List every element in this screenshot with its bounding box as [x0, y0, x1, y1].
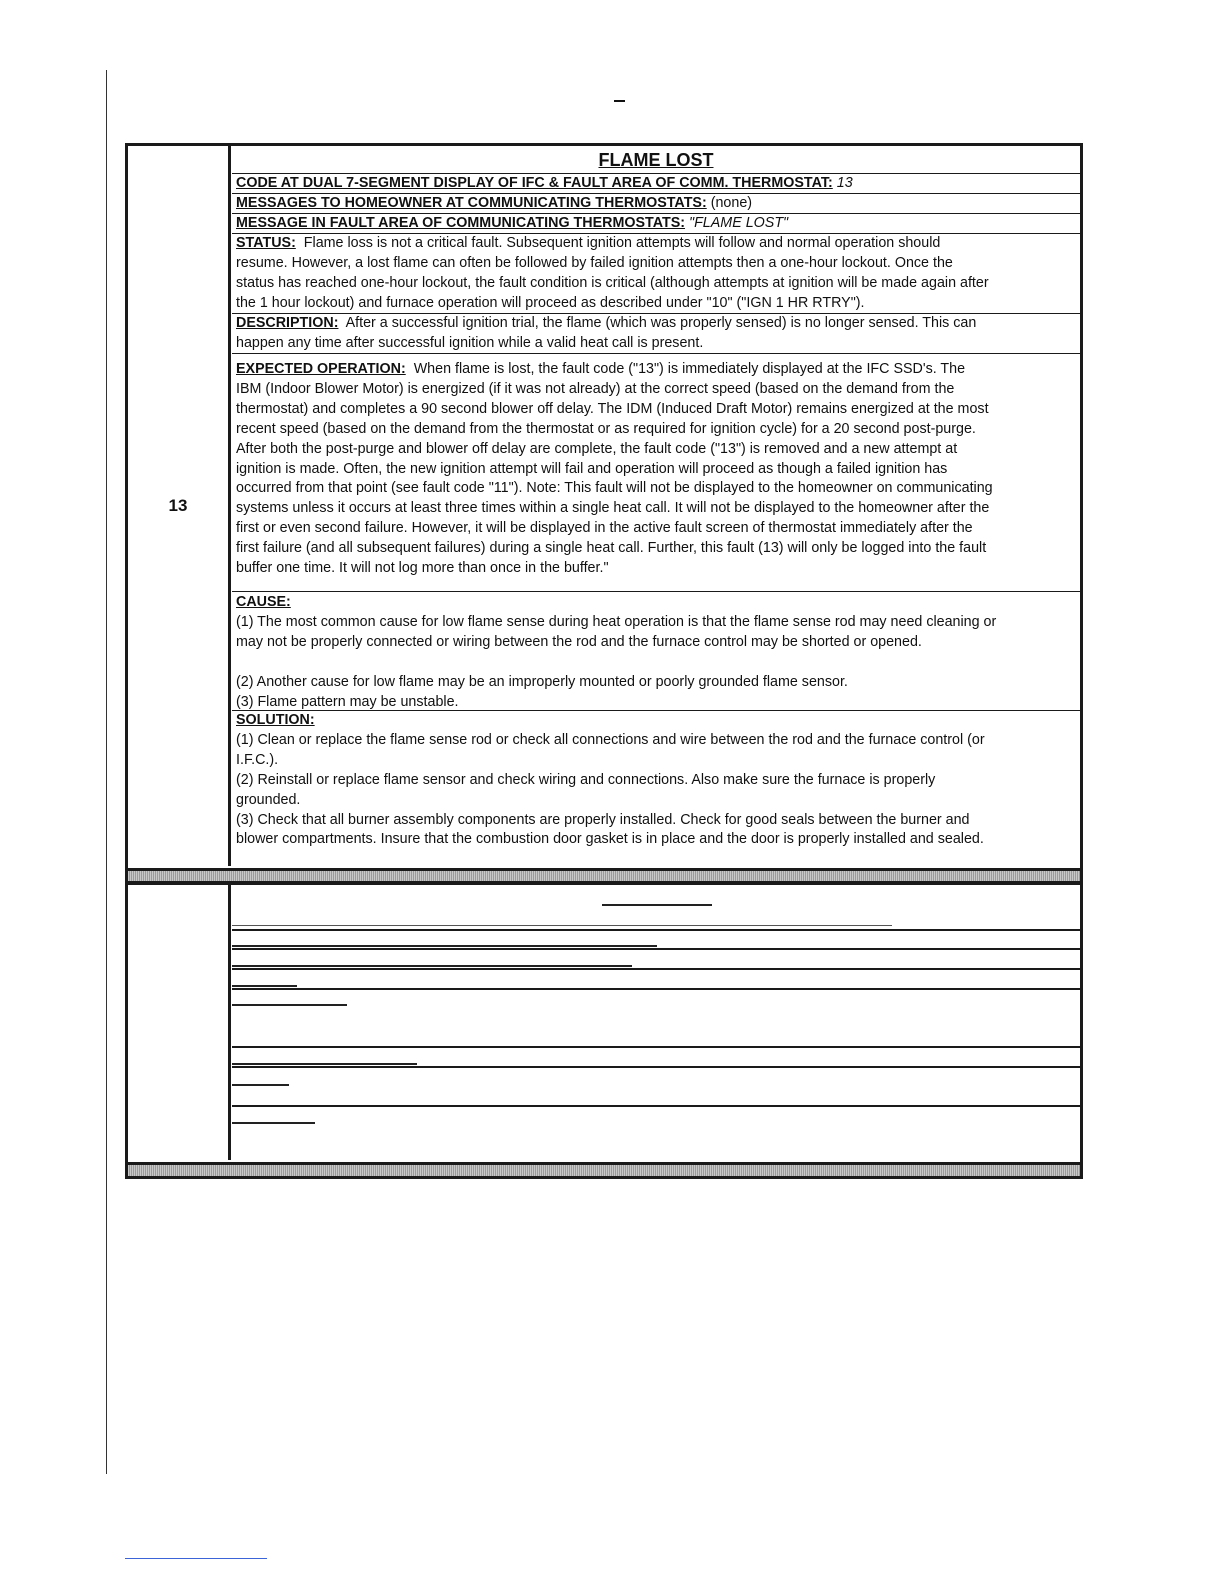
status-line: Flame loss is not a critical fault. Subsequent ignition attempts will follow and normal operation should — [303, 235, 941, 251]
status-label: STATUS: — [236, 235, 296, 251]
solution-line: (1) Clean or replace the flame sense rod or check all connections and wire between the rod and the furnace control (or — [236, 731, 985, 748]
expected-operation-line: thermostat) and completes a 90 second blower off delay. The IDM (Induced Draft Motor) remains energized at the most — [236, 400, 989, 417]
status-line: the 1 hour lockout) and furnace operation will proceed as described under "10" ("IGN 1 HR RTRY"). — [236, 294, 865, 311]
blank-title-underline — [602, 904, 712, 906]
table-bottom-band — [128, 868, 1080, 882]
expected-operation-label: EXPECTED OPERATION: — [236, 361, 406, 377]
row-divider — [232, 1066, 1080, 1068]
expected-operation-line: occurred from that point (see fault code "11"). Note: This fault will not be displayed to the homeowner on communicating — [236, 480, 993, 497]
blank-fault-table — [125, 881, 1083, 1179]
fault-code-column — [128, 146, 231, 866]
fault-area-message-row — [232, 214, 1080, 234]
row-divider — [232, 929, 1080, 931]
solution-label: SOLUTION: — [236, 712, 315, 728]
blank-code-column — [128, 884, 231, 1160]
fault-details — [232, 146, 1080, 866]
description-label: DESCRIPTION: — [236, 315, 339, 331]
row-divider — [232, 988, 1080, 990]
solution-line: grounded. — [236, 791, 301, 808]
expected-operation-line: IBM (Indoor Blower Motor) is energized (if it was not already) at the correct speed (based on the demand from the — [236, 380, 955, 397]
solution-line: I.F.C.). — [236, 751, 279, 768]
table-bottom-band — [128, 1162, 1080, 1176]
expected-operation-line: buffer one time. It will not log more than once in the buffer." — [236, 560, 609, 577]
cause-label: CAUSE: — [236, 594, 291, 610]
blank-underline — [232, 1063, 417, 1065]
code-display-row — [232, 174, 1080, 194]
blank-underline — [232, 925, 892, 926]
expected-operation-line: first or even second failure. However, it will be displayed in the active fault screen of thermostat immediately after the — [236, 520, 973, 537]
expected-operation-line: ignition is made. Often, the new ignition attempt will fail and operation will proceed as though a failed ignition has — [236, 460, 948, 477]
expected-operation-line: recent speed (based on the demand from the thermostat or as required for ignition cycle) for a 20 second post-purge. — [236, 420, 976, 437]
expected-operation-line: first failure (and all subsequent failures) during a single heat call. Further, this fault (13) will only be logged into the fault — [236, 540, 987, 557]
homeowner-message-value: (none) — [710, 195, 753, 211]
status-section — [232, 234, 1080, 314]
cause-section — [232, 592, 1080, 711]
description-line: happen any time after successful ignition while a valid heat call is present. — [236, 334, 704, 351]
status-line: resume. However, a lost flame can often be followed by failed ignition attempts then a one-hour lockout. Once the — [236, 254, 953, 271]
title-row — [232, 146, 1080, 174]
fault-table-13 — [125, 143, 1083, 885]
row-divider — [232, 968, 1080, 970]
expected-operation-line: After both the post-purge and blower off delay are complete, the fault code ("13") is removed and a new attempt at — [236, 440, 958, 457]
cause-line: (1) The most common cause for low flame sense during heat operation is that the flame sense rod may need cleaning or — [236, 613, 997, 630]
blank-underline — [232, 985, 297, 987]
blank-fault-details — [232, 884, 1080, 1160]
homeowner-message-row — [232, 194, 1080, 214]
solution-line: (3) Check that all burner assembly components are properly installed. Check for good seals between the burner and — [236, 811, 970, 828]
row-divider — [232, 1105, 1080, 1107]
code-display-value: 13 — [836, 175, 853, 191]
blank-underline — [232, 965, 632, 967]
solution-line: (2) Reinstall or replace flame sensor and check wiring and connections. Also make sure the furnace is properly — [236, 771, 936, 788]
cause-line: may not be properly connected or wiring between the rod and the furnace control may be shorted or opened. — [236, 633, 922, 650]
blank-underline — [232, 1122, 315, 1124]
fault-area-message-value: "FLAME LOST" — [689, 215, 789, 231]
expected-operation-line: systems unless it occurs at least three times within a single heat call. It will not be displayed to the homeowner after the — [236, 500, 990, 517]
fault-code-number: 13 — [168, 496, 188, 515]
row-divider — [232, 948, 1080, 950]
blank-underline — [232, 1004, 347, 1006]
cause-line — [236, 653, 1078, 673]
expected-operation-line: When flame is lost, the fault code ("13") is immediately displayed at the IFC SSD's. The — [413, 361, 966, 377]
cause-line: (2) Another cause for low flame may be an improperly mounted or poorly grounded flame sensor. — [236, 673, 848, 690]
page-header-dash — [614, 100, 625, 102]
row-divider — [232, 1046, 1080, 1048]
status-line: status has reached one-hour lockout, the fault condition is critical (although attempts at ignition will be made again after — [236, 274, 989, 291]
code-display-label: CODE AT DUAL 7-SEGMENT DISPLAY OF IFC & FAULT AREA OF COMM. THERMOSTAT: — [236, 175, 833, 191]
solution-line: blower compartments. Insure that the combustion door gasket is in place and the door is properly installed and sealed. — [236, 831, 984, 848]
cause-line: (3) Flame pattern may be unstable. — [236, 693, 459, 710]
homeowner-message-label: MESSAGES TO HOMEOWNER AT COMMUNICATING THERMOSTATS: — [236, 195, 707, 211]
description-section — [232, 314, 1080, 354]
solution-section — [232, 711, 1080, 869]
page-margin-rule — [106, 70, 107, 1474]
fault-title: FLAME LOST — [598, 150, 714, 170]
fault-area-message-label: MESSAGE IN FAULT AREA OF COMMUNICATING THERMOSTATS: — [236, 215, 686, 231]
blank-underline — [232, 1084, 289, 1086]
footer-rule — [125, 1558, 267, 1559]
expected-operation-section — [232, 354, 1080, 592]
blank-underline — [232, 945, 657, 947]
description-line: After a successful ignition trial, the flame (which was properly sensed) is no longer sensed. This can — [345, 315, 977, 331]
